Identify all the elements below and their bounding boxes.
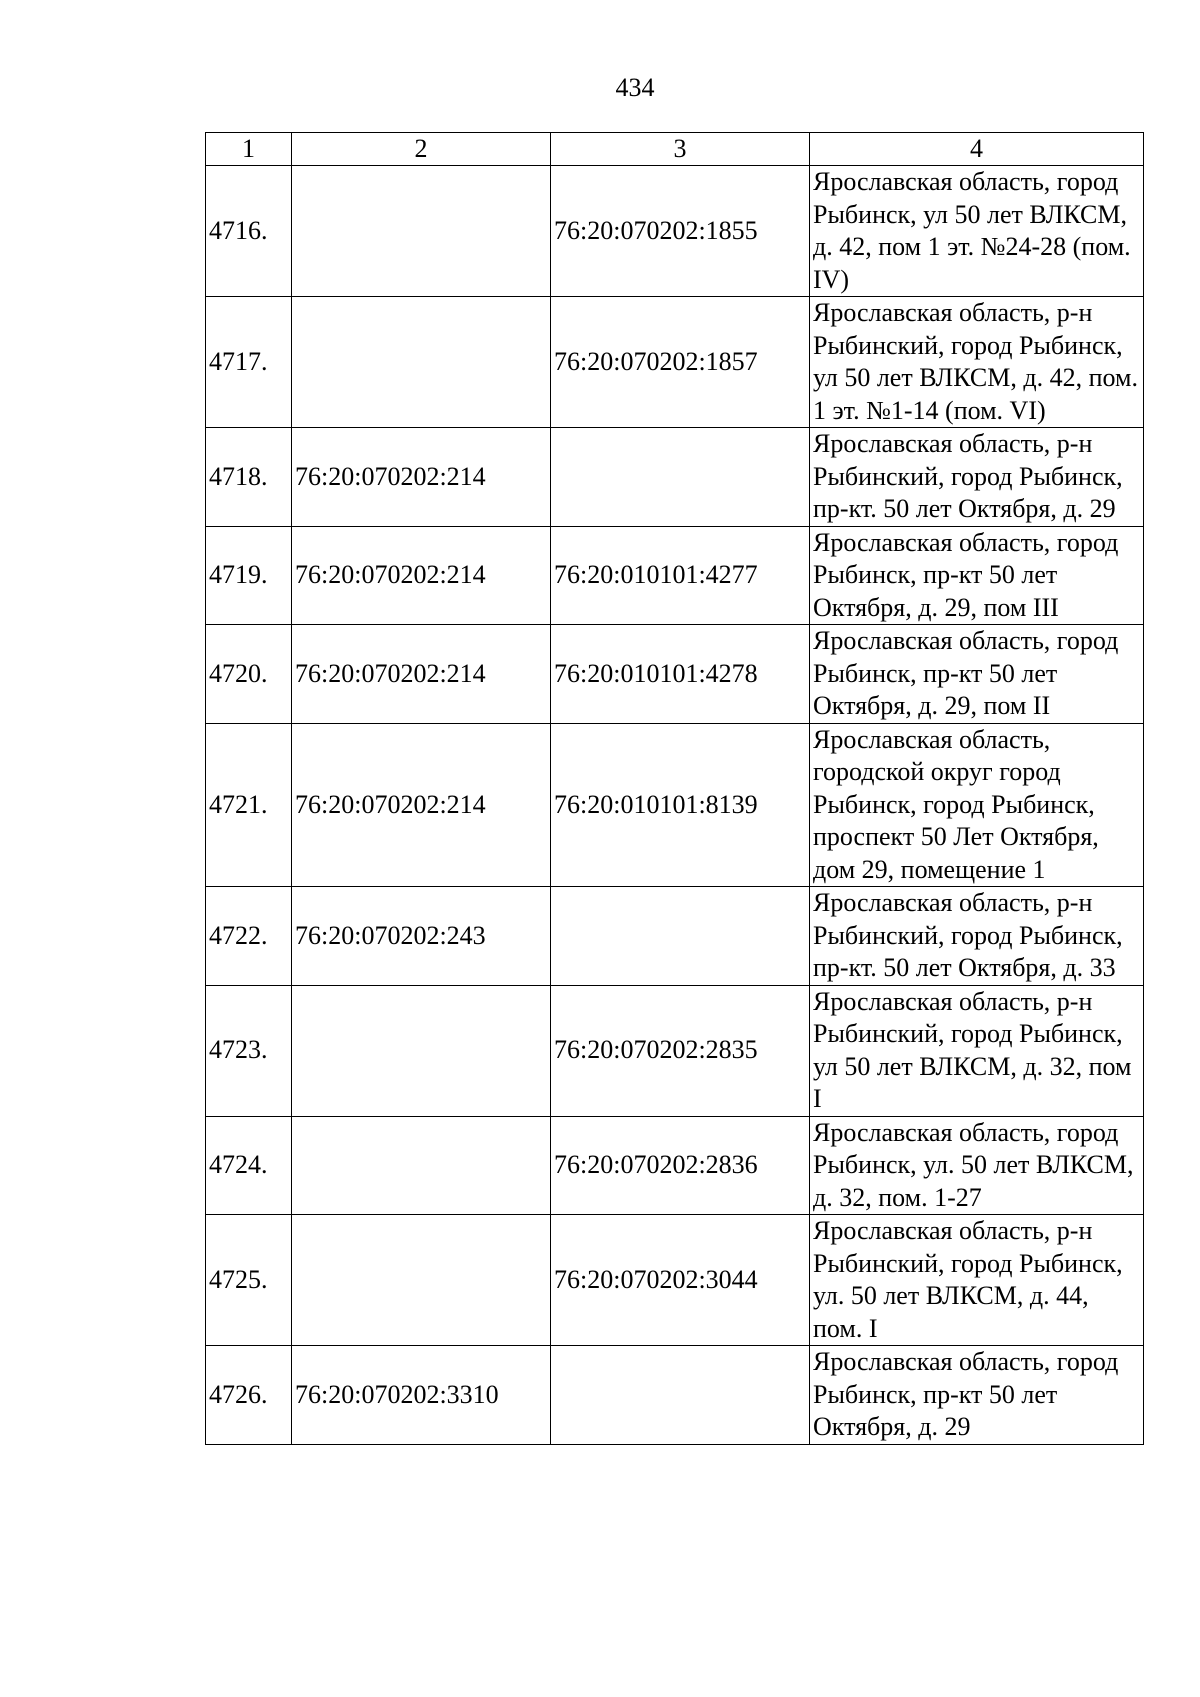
table-row — [206, 428, 1144, 527]
table-row — [206, 1346, 1144, 1445]
address: Ярославская область, город Рыбинск, пр-кт 50 лет Октября, д. 29, пом II — [810, 625, 1144, 724]
cadastral-object — [551, 1346, 810, 1445]
table-row — [206, 1215, 1144, 1346]
header-col-1: 1 — [206, 133, 292, 166]
address: Ярославская область, город Рыбинск, ул. 50 лет ВЛКСМ, д. 32, пом. 1-27 — [810, 1116, 1144, 1215]
cadastral-object: 76:20:010101:8139 — [551, 723, 810, 887]
table-row — [206, 625, 1144, 724]
address: Ярославская область, р-н Рыбинский, город Рыбинск, ул 50 лет ВЛКСМ, д. 32, пом I — [810, 985, 1144, 1116]
row-number: 4716. — [206, 166, 292, 297]
table-row — [206, 526, 1144, 625]
cadastral-object — [551, 887, 810, 986]
address: Ярославская область, р-н Рыбинский, город Рыбинск, пр-кт. 50 лет Октября, д. 29 — [810, 428, 1144, 527]
address: Ярославская область, город Рыбинск, пр-кт 50 лет Октября, д. 29 — [810, 1346, 1144, 1445]
header-col-2: 2 — [292, 133, 551, 166]
cadastral-parcel — [292, 297, 551, 428]
registry-table — [205, 132, 1144, 1445]
row-number: 4717. — [206, 297, 292, 428]
cadastral-parcel: 76:20:070202:214 — [292, 428, 551, 527]
cadastral-object: 76:20:010101:4278 — [551, 625, 810, 724]
table-row — [206, 297, 1144, 428]
row-number: 4722. — [206, 887, 292, 986]
cadastral-parcel: 76:20:070202:3310 — [292, 1346, 551, 1445]
row-number: 4724. — [206, 1116, 292, 1215]
table-row — [206, 985, 1144, 1116]
row-number: 4725. — [206, 1215, 292, 1346]
table-body — [206, 166, 1144, 1445]
cadastral-object: 76:20:070202:2835 — [551, 985, 810, 1116]
cadastral-parcel: 76:20:070202:214 — [292, 526, 551, 625]
row-number: 4719. — [206, 526, 292, 625]
table-header — [206, 133, 1144, 166]
address: Ярославская область, р-н Рыбинский, город Рыбинск, ул. 50 лет ВЛКСМ, д. 44, пом. I — [810, 1215, 1144, 1346]
cadastral-object: 76:20:010101:4277 — [551, 526, 810, 625]
cadastral-object: 76:20:070202:2836 — [551, 1116, 810, 1215]
address: Ярославская область, город Рыбинск, ул 50 лет ВЛКСМ, д. 42, пом 1 эт. №24-28 (пом. IV) — [810, 166, 1144, 297]
header-col-3: 3 — [551, 133, 810, 166]
cadastral-object: 76:20:070202:3044 — [551, 1215, 810, 1346]
cadastral-object: 76:20:070202:1855 — [551, 166, 810, 297]
header-row — [206, 133, 1144, 166]
cadastral-object: 76:20:070202:1857 — [551, 297, 810, 428]
cadastral-parcel: 76:20:070202:214 — [292, 723, 551, 887]
header-col-4: 4 — [810, 133, 1144, 166]
cadastral-parcel: 76:20:070202:243 — [292, 887, 551, 986]
row-number: 4720. — [206, 625, 292, 724]
table-row — [206, 1116, 1144, 1215]
cadastral-parcel: 76:20:070202:214 — [292, 625, 551, 724]
address: Ярославская область, городской округ город Рыбинск, город Рыбинск, проспект 50 Лет Октября, дом 29, помещение 1 — [810, 723, 1144, 887]
table-row — [206, 887, 1144, 986]
address: Ярославская область, р-н Рыбинский, город Рыбинск, ул 50 лет ВЛКСМ, д. 42, пом. 1 эт. №1-14 (пом. VI) — [810, 297, 1144, 428]
table-row — [206, 723, 1144, 887]
row-number: 4721. — [206, 723, 292, 887]
cadastral-parcel — [292, 985, 551, 1116]
cadastral-parcel — [292, 166, 551, 297]
page-number: 434 — [615, 73, 655, 102]
address: Ярославская область, р-н Рыбинский, город Рыбинск, пр-кт. 50 лет Октября, д. 33 — [810, 887, 1144, 986]
row-number: 4723. — [206, 985, 292, 1116]
cadastral-object — [551, 428, 810, 527]
address: Ярославская область, город Рыбинск, пр-кт 50 лет Октября, д. 29, пом III — [810, 526, 1144, 625]
cadastral-parcel — [292, 1215, 551, 1346]
row-number: 4718. — [206, 428, 292, 527]
table-row — [206, 166, 1144, 297]
row-number: 4726. — [206, 1346, 292, 1445]
cadastral-parcel — [292, 1116, 551, 1215]
